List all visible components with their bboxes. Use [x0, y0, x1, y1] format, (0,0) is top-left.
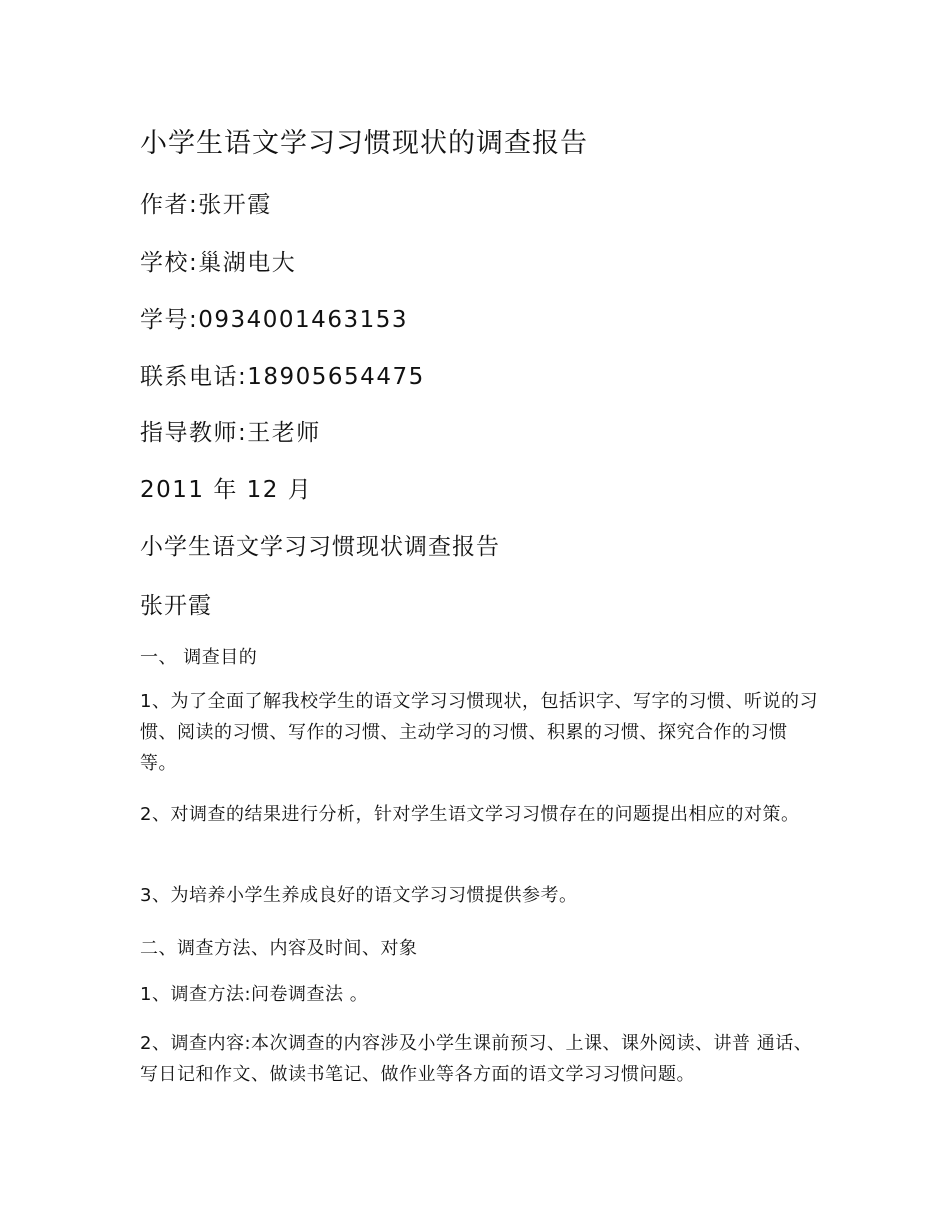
- report-author: 张开霞: [140, 593, 212, 619]
- section-1-item-3: 3、为培养小学生养成良好的语文学习习惯提供参考。: [140, 885, 578, 906]
- report-title: 小学生语文学习习惯现状调查报告: [140, 534, 500, 560]
- section-1-heading: 一、 调查目的: [140, 647, 258, 668]
- section-1-item-1: 1、为了全面了解我校学生的语文学习习惯现状，包括识字、写字的习惯、听说的习惯、阅读的习惯、写作的习惯、主动学习的习惯、积累的习惯、探究合作的习惯等。: [140, 691, 818, 774]
- section-1-item-2: 2、对调查的结果进行分析，针对学生语文学习习惯存在的问题提出相应的对策。: [140, 804, 800, 825]
- phone-line: 联系电话:18905654475: [140, 364, 425, 390]
- advisor-line: 指导教师:王老师: [140, 420, 321, 446]
- section-2-item-2: 2、调查内容:本次调查的内容涉及小学生课前预习、上课、课外阅读、讲普 通话、写日记和作文、做读书笔记、做作业等各方面的语文学习习惯问题。: [140, 1033, 813, 1085]
- school-line: 学校:巢湖电大: [140, 250, 297, 276]
- section-2-heading: 二、调查方法、内容及时间、对象: [140, 938, 418, 959]
- date-line: 2011 年 12 月: [140, 477, 313, 503]
- student-id-line: 学号:0934001463153: [140, 307, 408, 333]
- section-2-item-1: 1、调查方法:问卷调查法 。: [140, 984, 369, 1005]
- document-title: 小学生语文学习习惯现状的调查报告: [140, 128, 588, 159]
- author-line: 作者:张开霞: [140, 192, 272, 218]
